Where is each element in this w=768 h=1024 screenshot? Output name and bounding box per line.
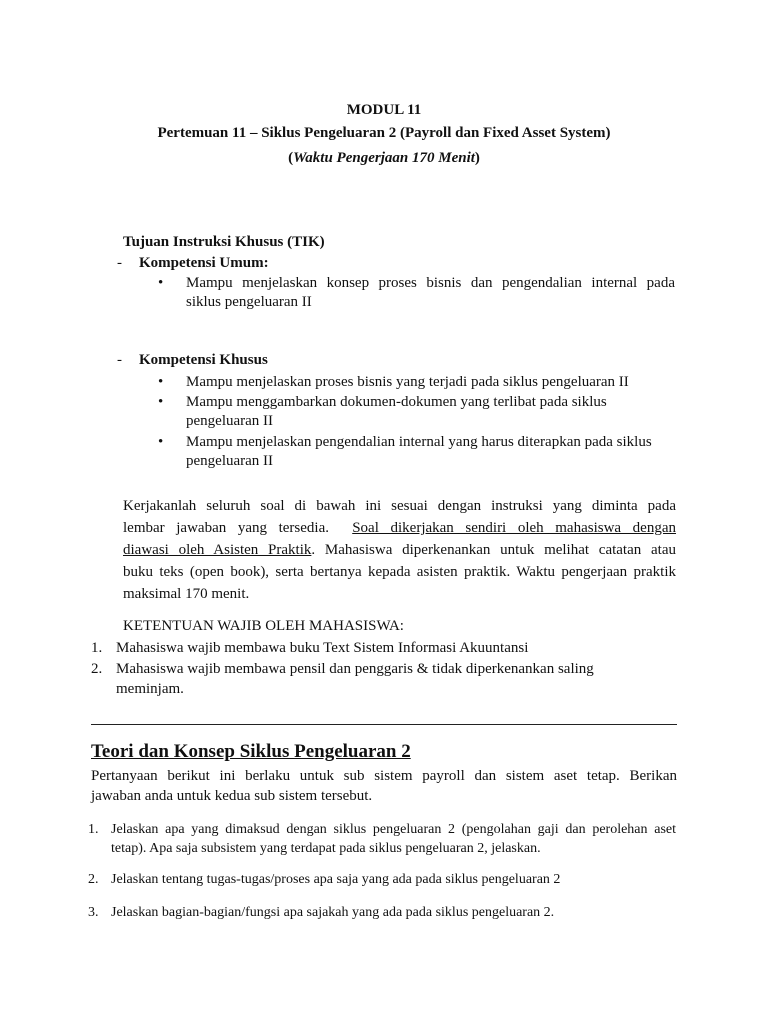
special-competence-label: Kompetensi Khusus [139, 352, 268, 368]
rules-title: KETENTUAN WAJIB OLEH MAHASISWA: [123, 618, 404, 634]
rule-line: Mahasiswa wajib membawa buku Text Sistem Informasi Akuuntansi [116, 640, 529, 656]
item-line: Mampu menjelaskan konsep proses bisnis dan pengendalian internal pada [186, 275, 675, 291]
rule-number: 1. [91, 640, 103, 656]
instruction-paragraph [123, 495, 676, 605]
bullet-icon: • [158, 275, 164, 291]
item-line: siklus pengeluaran II [186, 294, 312, 310]
section-divider [91, 724, 677, 725]
question-line: tetap). Apa saja subsistem yang terdapat pada siklus pengeluaran 2, jelaskan. [111, 841, 541, 856]
rule-item [91, 638, 528, 658]
intro-line: jawaban anda untuk kedua sub sistem tersebut. [91, 788, 373, 804]
tik-title: Tujuan Instruksi Khusus (TIK) [123, 234, 325, 250]
paragraph-line: maksimal 170 menit. [123, 586, 250, 602]
section-title: Teori dan Konsep Siklus Pengeluaran 2 [91, 741, 411, 762]
item-line: pengeluaran II [186, 413, 274, 429]
item-line: Mampu menggambarkan dokumen-dokumen yang terlibat pada siklus [186, 394, 607, 410]
question-line: Jelaskan tentang tugas-tugas/proses apa saja yang ada pada siklus pengeluaran 2 [111, 872, 561, 887]
bullet-icon: • [158, 394, 164, 410]
special-competence-item [160, 373, 675, 392]
meeting-title: Pertemuan 11 – Siklus Pengeluaran 2 (Payroll dan Fixed Asset System) [157, 125, 611, 141]
item-line: Mampu menjelaskan proses bisnis yang terjadi pada siklus pengeluaran II [186, 374, 629, 390]
bullet-icon: • [158, 434, 164, 450]
module-title: MODUL 11 [346, 102, 422, 118]
paragraph-line: lembar jawaban yang tersedia. Soal dikerjakan sendiri oleh mahasiswa dengan [123, 520, 677, 536]
rule-line: meminjam. [116, 681, 184, 697]
question-item [88, 870, 676, 889]
general-competence-label: Kompetensi Umum: [139, 255, 269, 271]
general-competence-item [160, 274, 675, 312]
question-line: Jelaskan apa yang dimaksud dengan siklus pengeluaran 2 (pengolahan gaji dan perolehan aset [111, 822, 676, 837]
paragraph-line: Kerjakanlah seluruh soal di bawah ini sesuai dengan instruksi yang diminta pada [123, 498, 676, 514]
special-competence-item [160, 433, 675, 471]
section-intro [91, 766, 677, 806]
question-item [88, 903, 676, 922]
question-item [88, 820, 676, 858]
paragraph-line: diawasi oleh Asisten Praktik. Mahasiswa diperkenankan untuk melihat catatan atau [123, 542, 676, 558]
time-note: (Waktu Pengerjaan 170 Menit) [288, 150, 480, 166]
question-number: 3. [88, 905, 99, 920]
special-competence-item [160, 393, 675, 431]
item-line: Mampu menjelaskan pengendalian internal yang harus diterapkan pada siklus [186, 434, 652, 450]
rule-line: Mahasiswa wajib membawa pensil dan penggaris & tidak diperkenankan saling [116, 661, 594, 677]
paragraph-line: buku teks (open book), serta bertanya kepada asisten praktik. Waktu pengerjaan praktik [123, 564, 676, 580]
item-line: pengeluaran II [186, 453, 274, 469]
rule-number: 2. [91, 661, 103, 677]
question-line: Jelaskan bagian-bagian/fungsi apa sajakah yang ada pada siklus pengeluaran 2. [111, 905, 555, 920]
bullet-icon: • [158, 374, 164, 390]
intro-line: Pertanyaan berikut ini berlaku untuk sub sistem payroll dan sistem aset tetap. Berikan [91, 768, 677, 784]
dash-marker: - [117, 255, 122, 271]
question-number: 1. [88, 822, 99, 837]
dash-marker: - [117, 352, 122, 368]
question-number: 2. [88, 872, 99, 887]
rule-item [91, 659, 594, 699]
